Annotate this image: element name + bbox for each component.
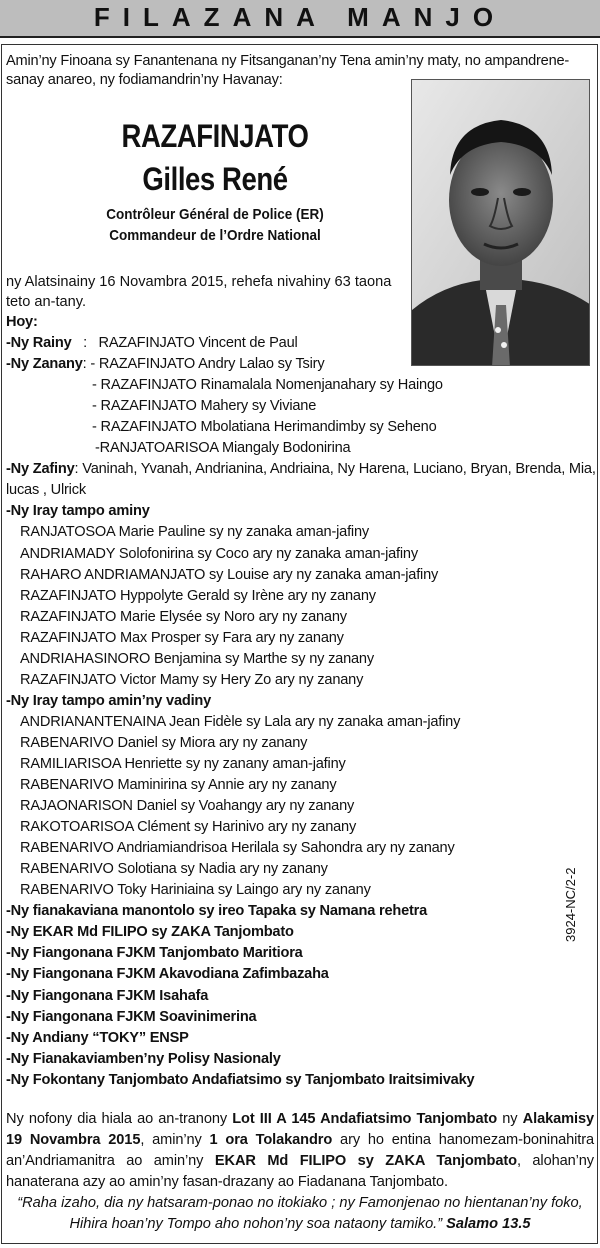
funeral-church: EKAR Md FILIPO sy ZAKA Tanjombato [214, 1153, 517, 1169]
group-item: -Ny Fianakaviamben’ny Polisy Nasionaly [6, 1050, 281, 1067]
group-item: -Ny Fiangonana FJKM Tanjombato Maritiora [6, 945, 303, 962]
sibling-item: RAHARO ANDRIAMANJATO sy Louise ary ny zanaka aman-jafiny [20, 566, 439, 583]
hoy-label: Hoy: [6, 314, 38, 330]
in-law-item: ANDRIANANTENAINA Jean Fidèle sy Lala ary ny zanaka aman-jafiny [20, 713, 461, 730]
in-law-item: RABENARIVO Solotiana sy Nadia ary ny zanany [20, 861, 328, 878]
sibling-item: RANJATOSOA Marie Pauline sy ny zanaka aman-jafiny [20, 524, 369, 541]
funeral-time: 1 ora Tolakandro [209, 1132, 333, 1148]
group-item: -Ny Fiangonana FJKM Akavodiana Zafimbazaha [6, 966, 329, 983]
family-list [6, 312, 598, 1091]
in-law-item: RAKOTOARISOA Clément sy Harinivo ary ny zanany [20, 819, 357, 836]
quote-text: “Raha izaho, dia ny hatsaram-ponao no itokiako ; ny Famonjenao no hientanan’ny foko, Hihira hoan’ny Tompo aho nohon’ny soa nataony tamiko.” [17, 1195, 583, 1232]
father-label: -Ny Rainy [6, 335, 72, 352]
death-date-text: ny Alatsinainy 16 Novambra 2015, rehefa nivahiny 63 taona teto an-tany. [6, 274, 392, 310]
group-item: -Ny Fiangonana FJKM Soavinimerina [6, 1008, 257, 1025]
group-item: -Ny EKAR Md FILIPO sy ZAKA Tanjombato [6, 924, 294, 941]
page-title: FILAZANA MANJO [93, 2, 507, 32]
reference-code [563, 852, 583, 942]
deceased-surname: RAZAFINJATO [121, 118, 309, 154]
funeral-text: ary ho entina hanomezam-boninahitra an’Andriamanitra ao amin’ny [6, 1132, 594, 1169]
sibling-item: ANDRIAHASINORO Benjamina sy Marthe sy ny zanany [20, 650, 374, 667]
in-law-item: RABENARIVO Toky Hariniaina sy Laingo ary ny zanany [20, 882, 371, 899]
in-law-item: RABENARIVO Daniel sy Miora ary ny zanany [20, 734, 308, 751]
deceased-title-order: Commandeur de l’Ordre National [109, 227, 321, 244]
child-item: : - RAZAFINJATO Andry Lalao sy Tsiry [82, 356, 325, 373]
grandchildren-label: -Ny Zafiny [6, 461, 75, 478]
in-law-item: RAMILIARISOA Henriette sy ny zanany aman-jafiny [20, 755, 346, 772]
grandchildren-line [6, 459, 598, 501]
group-item: -Ny fianakaviana manontolo sy ireo Tapaka sy Namana rehetra [6, 903, 428, 920]
in-law-item: RABENARIVO Andriamiandrisoa Herilala sy Sahondra ary ny zanany [20, 840, 455, 857]
children-label: -Ny Zanany [6, 356, 83, 373]
funeral-address: Lot III A 145 Andafiatsimo Tanjombato [232, 1111, 498, 1127]
funeral-text: ny [497, 1111, 523, 1127]
children-line [6, 354, 598, 375]
deceased-given-names: Gilles René [142, 161, 288, 197]
sibling-item: ANDRIAMADY Solofonirina sy Coco ary ny zanaka aman-jafiny [20, 545, 418, 562]
deceased-title-police: Contrôleur Général de Police (ER) [106, 206, 324, 223]
in-law-item: RABENARIVO Maminirina sy Annie ary ny zanany [20, 777, 337, 794]
group-item: -Ny Andiany “TOKY” ENSP [6, 1029, 189, 1046]
reference-code-text: 3924-NC/2-2 [563, 867, 578, 942]
funeral-details [6, 1109, 594, 1193]
child-item: -RANJATOARISOA Miangaly Bodonirina [95, 440, 351, 457]
father-line [6, 333, 598, 354]
child-item: - RAZAFINJATO Mahery sy Viviane [92, 398, 317, 415]
quote-reference: Salamo 13.5 [446, 1216, 531, 1232]
child-item: - RAZAFINJATO Rinamalala Nomenjanahary sy Haingo [92, 377, 443, 394]
group-item: -Ny Fokontany Tanjombato Andafiatsimo sy Tanjombato Iraitsimivaky [6, 1071, 475, 1088]
group-item: -Ny Fiangonana FJKM Isahafa [6, 987, 209, 1004]
grandchildren-names: : Vaninah, Yvanah, Andrianina, Andriaina, Ny Harena, Luciano, Bryan, Brenda, Mia, lucas , Ulrick [6, 461, 596, 499]
sibling-item: RAZAFINJATO Marie Elysée sy Noro ary ny zanany [20, 608, 347, 625]
funeral-date: Alakamisy 19 Novambra 2015 [6, 1111, 594, 1148]
funeral-text: , amin’ny [140, 1132, 210, 1148]
father-name: RAZAFINJATO Vincent de Paul [98, 335, 298, 352]
in-law-item: RAJAONARISON Daniel sy Voahangy ary ny zanany [20, 798, 355, 815]
sibling-item: RAZAFINJATO Max Prosper sy Fara ary ny zanany [20, 629, 344, 646]
funeral-text: , alohan’ny hanaterana azy ao amin’ny fasan-drazany ao Fiadanana Tanjombato. [6, 1153, 594, 1190]
siblings-label: -Ny Iray tampo aminy [6, 503, 150, 520]
in-laws-label: -Ny Iray tampo amin’ny vadiny [6, 692, 212, 709]
funeral-text: Ny nofony dia hiala ao an-tranony [6, 1111, 233, 1127]
sibling-item: RAZAFINJATO Victor Mamy sy Hery Zo ary ny zanany [20, 671, 364, 688]
header-banner [0, 0, 600, 38]
father-sep: : [83, 335, 87, 352]
intro-text: Amin’ny Finoana sy Fanantenana ny Fitsanganan’ny Tena amin’ny maty, no ampandrene-sanay anareo, ny fodiamandrin’ny Havanay: [6, 53, 570, 88]
bible-quote [6, 1193, 594, 1235]
sibling-item: RAZAFINJATO Hyppolyte Gerald sy Irène ary ny zanany [20, 587, 376, 604]
child-item: - RAZAFINJATO Mbolatiana Herimandimby sy Seheno [92, 419, 437, 436]
